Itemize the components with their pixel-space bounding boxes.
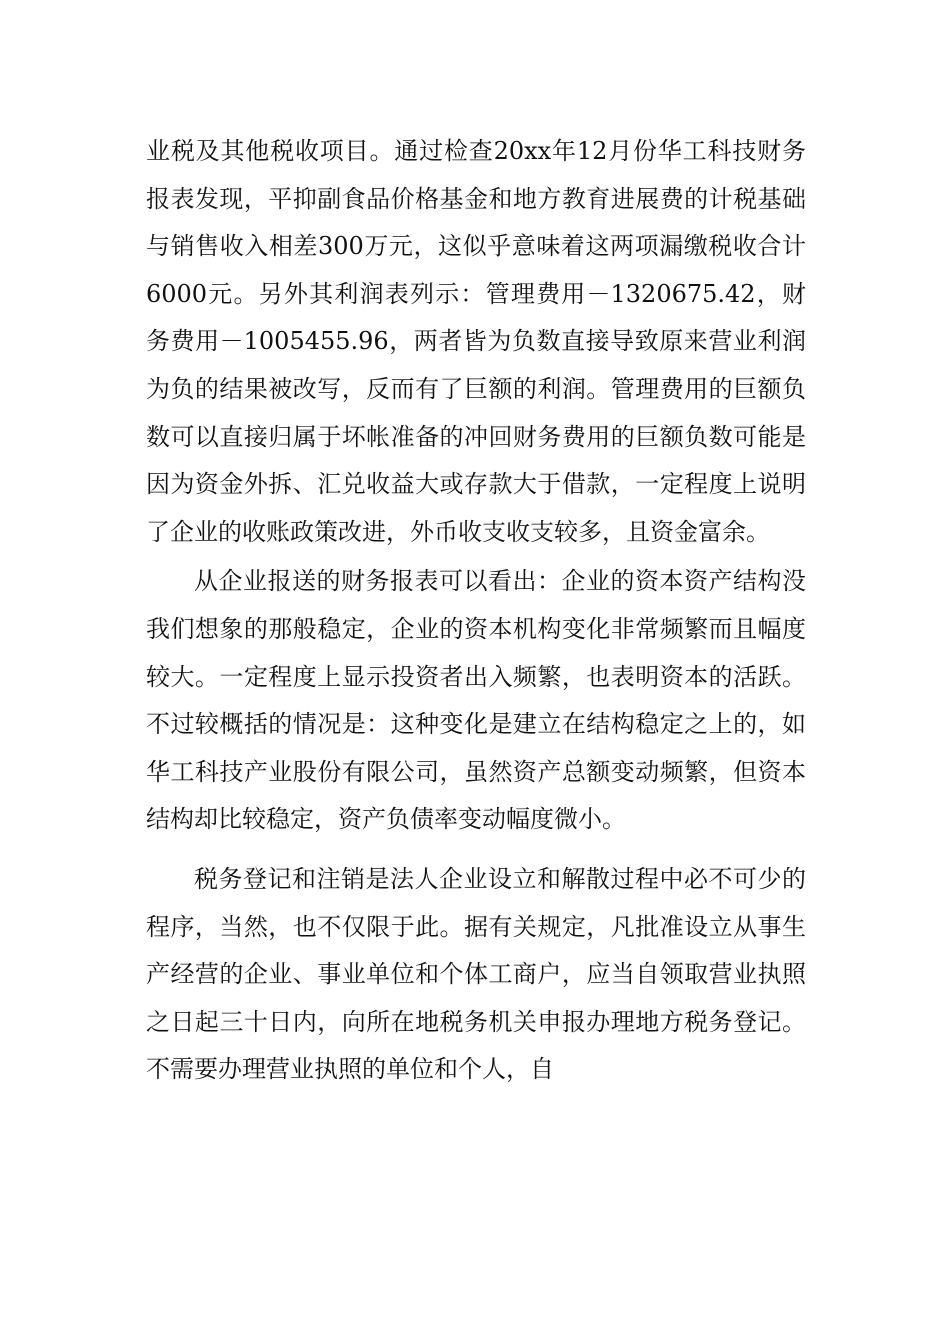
paragraph-1: 业税及其他税收项目。通过检查20xx年12月份华工科技财务报表发现，平抑副食品价格基金和地方教育进展费的计税基础与销售收入相差300万元，这似乎意味着这两项漏缴税收合计6000元。另外其利润表列示：管理费用－1320675.42，财务费用－1005455.96，两者皆为负数直接导致原来营业利润为负的结果被改写，反而有了巨额的利润。管理费用的巨额负数可以直接归属于坏帐准备的冲回财务费用的巨额负数可能是因为资金外拆、汇兑收益大或存款大于借款，一定程度上说明了企业的收账政策改进，外币收支收支较多，且资金富余。 bbox=[146, 137, 806, 546]
paragraph-2: 从企业报送的财务报表可以看出：企业的资本资产结构没我们想象的那般稳定，企业的资本机构变化非常频繁而且幅度较大。一定程度上显示投资者出入频繁，也表明资本的活跃。不过较概括的情况是：这种变化是建立在结构稳定之上的，如华工科技产业股份有限公司，虽然资产总额变动频繁，但资本结构却比较稳定，资产负债率变动幅度微小。 bbox=[146, 567, 806, 834]
paragraph-3: 税务登记和注销是法人企业设立和解散过程中必不可少的程序，当然，也不仅限于此。据有关规定，凡批准设立从事生产经营的企业、事业单位和个体工商户，应当自领取营业执照之日起三十日内，向所在地税务机关申报办理地方税务登记。不需要办理营业执照的单位和个人，自 bbox=[146, 864, 806, 1084]
document-body bbox=[146, 128, 806, 1094]
